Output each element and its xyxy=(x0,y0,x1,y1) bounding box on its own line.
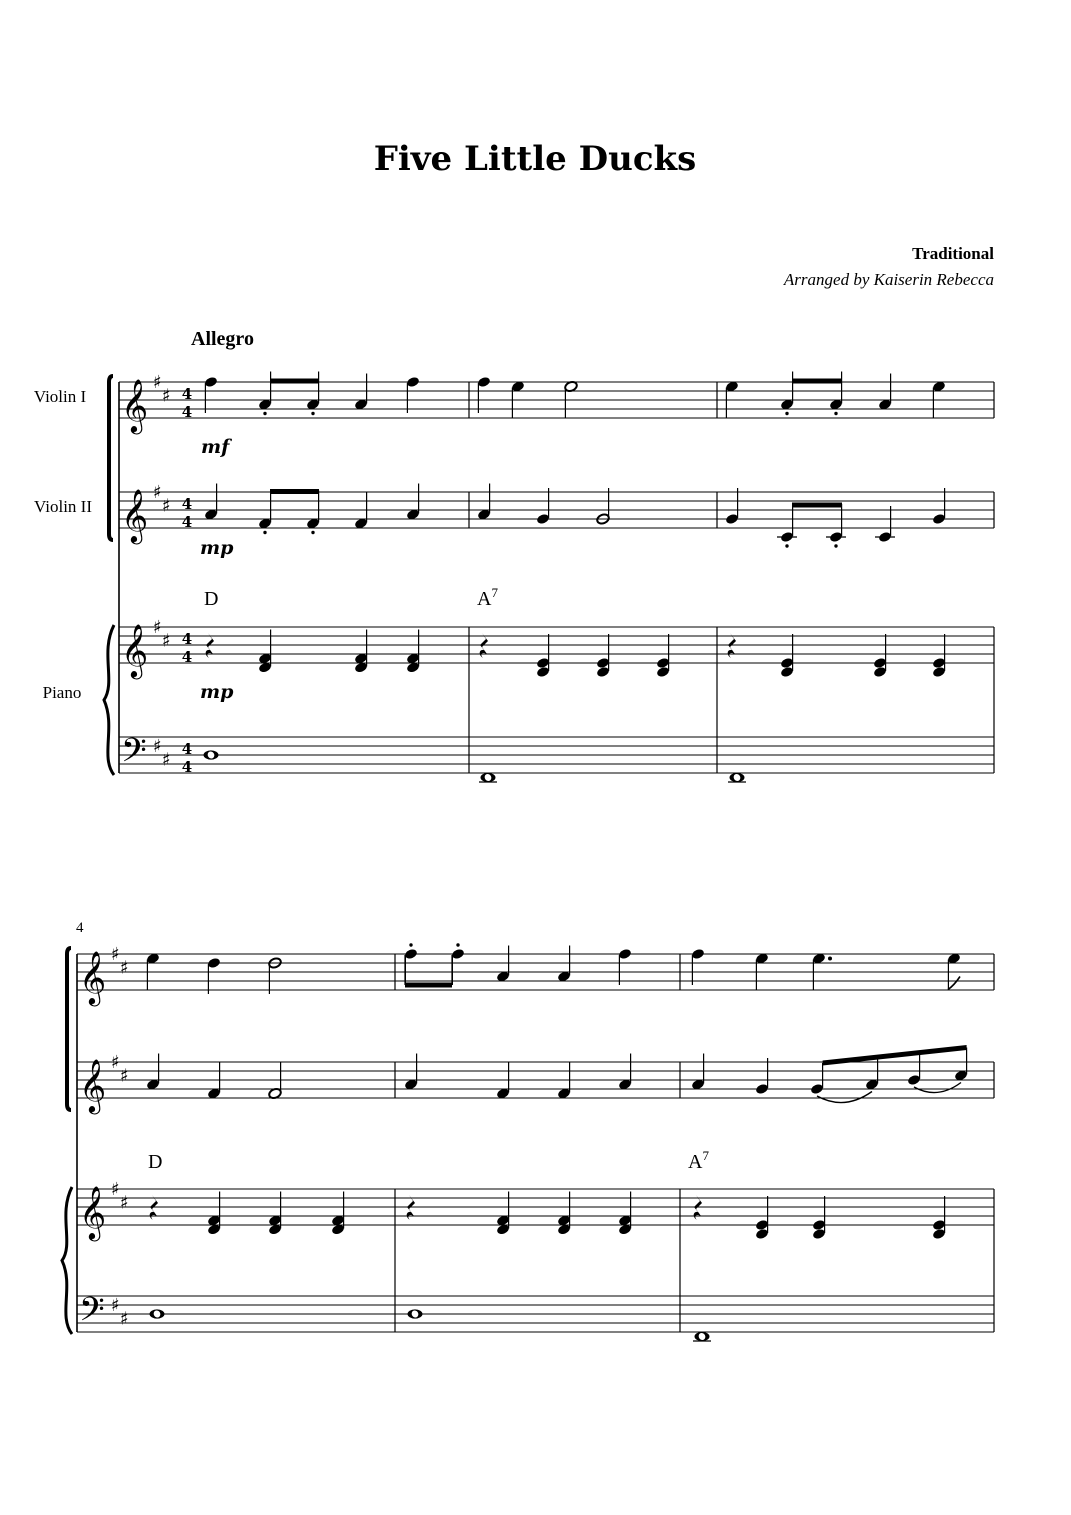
chord-note-head xyxy=(873,657,887,669)
key-signature-sharp: ♯ xyxy=(162,495,171,517)
time-signature-unit: 4 xyxy=(181,648,193,666)
piano-brace xyxy=(62,1187,72,1334)
whole-note xyxy=(204,750,219,760)
key-signature-sharp: ♯ xyxy=(153,617,162,638)
slur xyxy=(817,1092,872,1103)
note-head xyxy=(810,1083,824,1095)
chord-note-head xyxy=(536,666,550,678)
chord-note-head xyxy=(780,657,794,669)
key-signature-sharp: ♯ xyxy=(111,1179,120,1200)
key-signature-sharp: ♯ xyxy=(120,1065,129,1087)
measure-number: 4 xyxy=(76,920,84,936)
note-head xyxy=(451,948,465,960)
whole-note xyxy=(695,1332,710,1342)
staff-bracket xyxy=(109,376,113,540)
key-signature-sharp: ♯ xyxy=(111,1052,120,1073)
staccato-dot xyxy=(785,412,788,415)
chord-note-head xyxy=(932,1228,946,1240)
instrument-label-violin-2: Violin II xyxy=(34,497,92,516)
time-signature-unit: 4 xyxy=(181,513,193,531)
augmentation-dot xyxy=(828,957,832,961)
staccato-dot xyxy=(834,544,837,547)
chord-note-head xyxy=(755,1219,769,1231)
key-signature-sharp: ♯ xyxy=(120,1308,129,1330)
whole-note xyxy=(150,1309,165,1319)
chord-symbol: $A^7$ xyxy=(688,1148,709,1173)
arranger-credit: Arranged by Kaiserin Rebecca xyxy=(783,270,994,289)
whole-note xyxy=(408,1309,423,1319)
chord-symbol: D xyxy=(148,1151,163,1173)
page-title: Five Little Ducks xyxy=(373,139,697,179)
treble-clef: 𝄞 xyxy=(79,950,107,1004)
time-signature-unit: 4 xyxy=(181,758,193,776)
chord-note-head xyxy=(596,666,610,678)
treble-clef: 𝄞 xyxy=(121,488,149,542)
note-head xyxy=(618,948,632,960)
key-signature-sharp: ♯ xyxy=(153,736,162,757)
time-signature-beats: 4 xyxy=(181,495,193,513)
time-signature-unit: 4 xyxy=(181,403,193,421)
treble-clef: 𝄞 xyxy=(79,1058,107,1112)
bass-clef: 𝄢 xyxy=(79,1291,105,1337)
chord-note-head xyxy=(536,657,550,669)
instrument-label-violin-1: Violin I xyxy=(33,387,87,406)
chord-note-head xyxy=(812,1219,826,1231)
chord-note-head xyxy=(812,1228,826,1240)
note-head xyxy=(207,957,221,969)
staccato-dot xyxy=(311,531,314,534)
key-signature-sharp: ♯ xyxy=(120,957,129,979)
key-signature-sharp: ♯ xyxy=(111,1295,120,1316)
flag xyxy=(948,977,960,990)
beam xyxy=(270,489,319,494)
chord-note-head xyxy=(755,1228,769,1240)
note-head xyxy=(907,1074,921,1086)
whole-note xyxy=(730,773,745,783)
note-head xyxy=(932,513,946,525)
instrument-label-piano: Piano xyxy=(42,683,82,702)
treble-clef: 𝄞 xyxy=(79,1185,107,1239)
note-head xyxy=(404,948,418,960)
staccato-dot xyxy=(785,544,788,547)
key-signature-sharp: ♯ xyxy=(111,944,120,965)
chord-note-head xyxy=(596,657,610,669)
key-signature-sharp: ♯ xyxy=(162,630,171,652)
chord-note-head xyxy=(873,666,887,678)
note-head xyxy=(406,376,420,388)
key-signature-sharp: ♯ xyxy=(162,749,171,771)
note-head xyxy=(536,513,550,525)
beam xyxy=(270,379,319,384)
time-signature-beats: 4 xyxy=(181,630,193,648)
beam xyxy=(792,379,842,384)
chord-note-head xyxy=(932,666,946,678)
staff-bracket xyxy=(67,948,71,1110)
time-signature-beats: 4 xyxy=(181,385,193,403)
staccato-dot xyxy=(263,531,266,534)
note-head xyxy=(725,513,739,525)
beam xyxy=(405,983,452,988)
beam xyxy=(792,503,842,508)
dynamic-violin-1: mf xyxy=(201,436,230,458)
chord-note-head xyxy=(932,1219,946,1231)
staccato-dot xyxy=(409,943,412,946)
slur xyxy=(914,1083,961,1093)
time-signature-beats: 4 xyxy=(181,740,193,758)
staccato-dot xyxy=(311,412,314,415)
key-signature-sharp: ♯ xyxy=(153,372,162,393)
notation xyxy=(62,372,994,1342)
staccato-dot xyxy=(834,412,837,415)
tempo-marking: Allegro xyxy=(191,328,254,350)
composer-credit: Traditional xyxy=(912,244,994,263)
key-signature-sharp: ♯ xyxy=(120,1192,129,1214)
key-signature-sharp: ♯ xyxy=(162,385,171,407)
treble-clef: 𝄞 xyxy=(121,378,149,432)
dynamic-violin-2: mp xyxy=(200,537,234,559)
chord-symbol: $A^7$ xyxy=(477,585,498,610)
chord-symbol: D xyxy=(204,588,219,610)
chord-note-head xyxy=(656,666,670,678)
note-head xyxy=(755,1083,769,1095)
key-signature-sharp: ♯ xyxy=(153,482,162,503)
chord-note-head xyxy=(932,657,946,669)
bass-clef: 𝄢 xyxy=(121,732,147,778)
treble-clef: 𝄞 xyxy=(121,623,149,677)
note-head xyxy=(691,948,705,960)
staccato-dot xyxy=(456,943,459,946)
staccato-dot xyxy=(263,412,266,415)
chord-note-head xyxy=(780,666,794,678)
note-head xyxy=(477,376,491,388)
note-head xyxy=(204,376,218,388)
whole-note xyxy=(481,773,496,783)
piano-brace xyxy=(104,625,114,775)
dynamic-piano: mp xyxy=(200,681,234,703)
chord-note-head xyxy=(656,657,670,669)
